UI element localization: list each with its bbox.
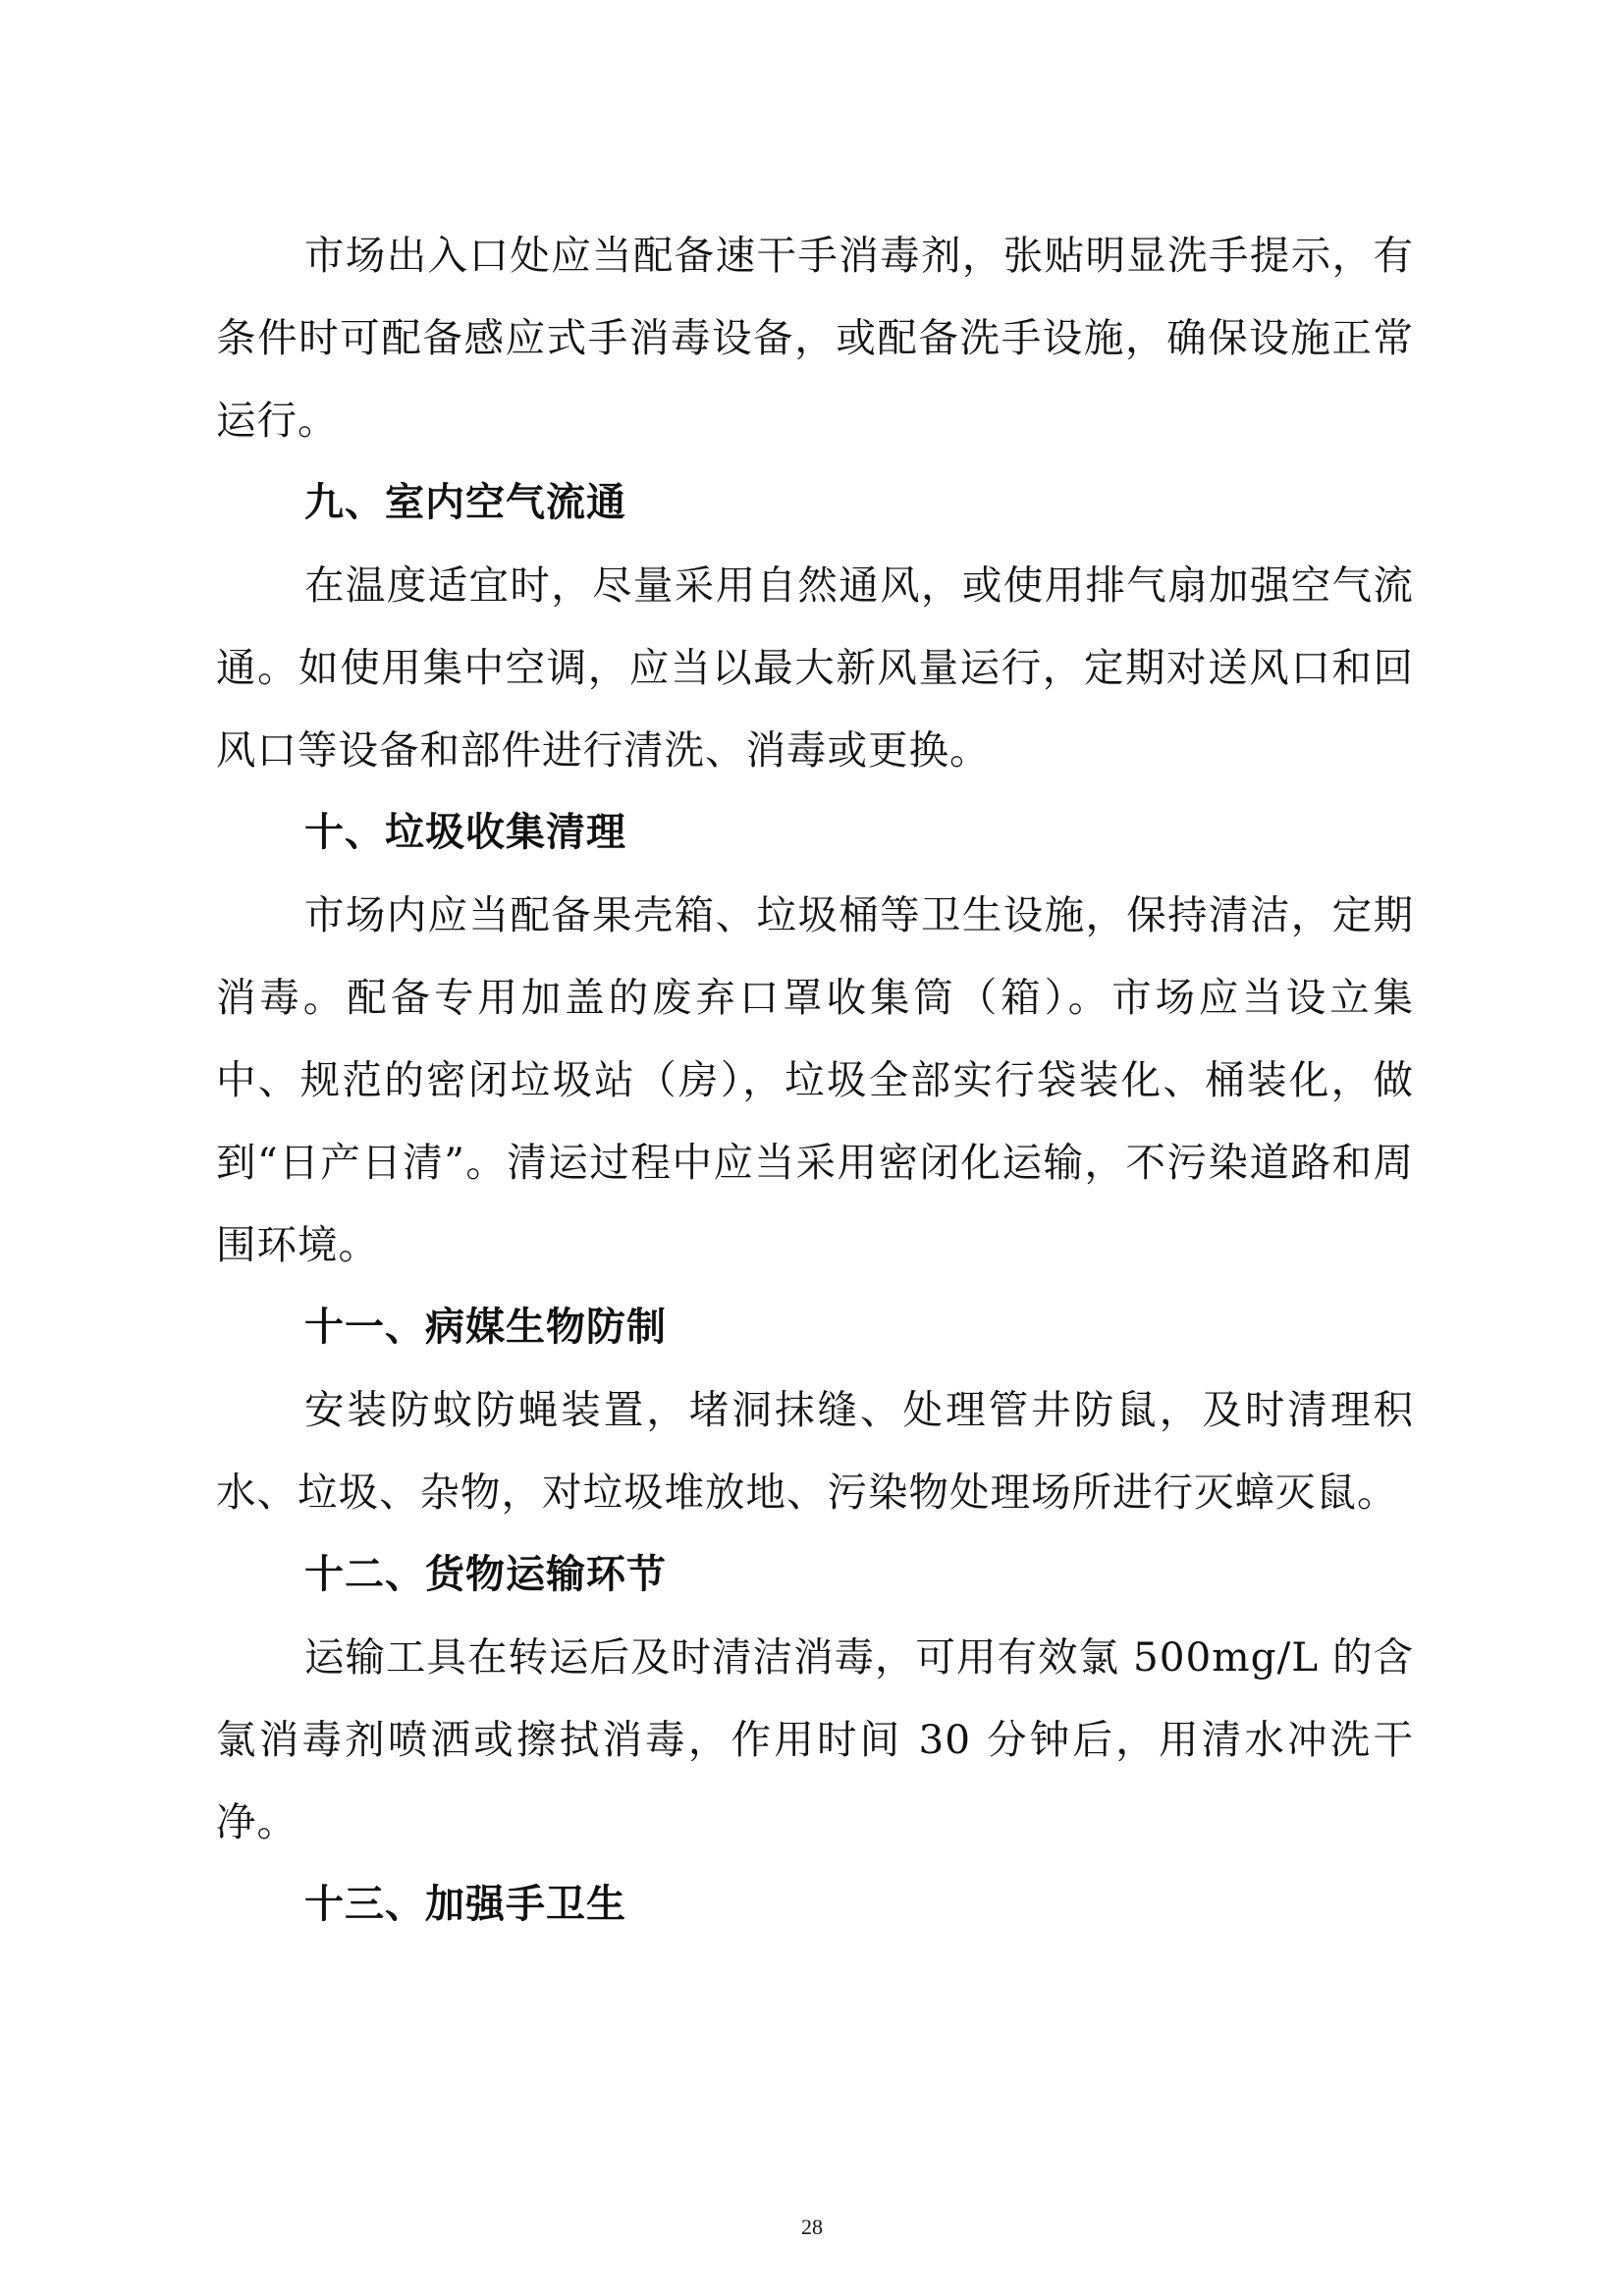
heading-cargo-transport: 十二、货物运输环节 — [304, 1552, 667, 1597]
heading-indoor-air: 九、室内空气流通 — [304, 480, 626, 525]
page-number: 28 — [801, 2215, 823, 2239]
paragraph-garbage: 市场内应当配备果壳箱、垃圾桶等卫生设施，保持清洁，定期消毒。配备专用加盖的废弃口罩收集筒（箱）。市场应当设立集中、规范的密闭垃圾站（房），垃圾全部实行袋装化、桶装化，做到“日产日清”。清运过程中应当采用密闭化运输，不污染道路和周围环境。 — [216, 891, 1414, 1268]
paragraph-vector-control: 安装防蚊防蝇装置，堵洞抹缝、处理管井防鼠，及时清理积水、垃圾、杂物，对垃圾堆放地、污染物处理场所进行灭蟑灭鼠。 — [216, 1386, 1414, 1516]
paragraph-hand-sanitizer: 市场出入口处应当配备速干手消毒剂，张贴明显洗手提示，有条件时可配备感应式手消毒设备，或配备洗手设施，确保设施正常运行。 — [216, 232, 1414, 444]
heading-hand-hygiene: 十三、加强手卫生 — [304, 1882, 626, 1927]
heading-garbage: 十、垃圾收集清理 — [304, 810, 626, 855]
paragraph-ventilation: 在温度适宜时，尽量采用自然通风，或使用排气扇加强空气流通。如使用集中空调，应当以最大新风量运行，定期对送风口和回风口等设备和部件进行清洗、消毒或更换。 — [216, 561, 1414, 774]
heading-vector-control: 十一、病媒生物防制 — [304, 1305, 667, 1350]
document-body — [216, 214, 1414, 1946]
paragraph-cargo-transport: 运输工具在转运后及时清洁消毒，可用有效氯 500mg/L 的含氯消毒剂喷洒或擦拭消毒，作用时间 30 分钟后，用清水冲洗干净。 — [216, 1633, 1414, 1845]
